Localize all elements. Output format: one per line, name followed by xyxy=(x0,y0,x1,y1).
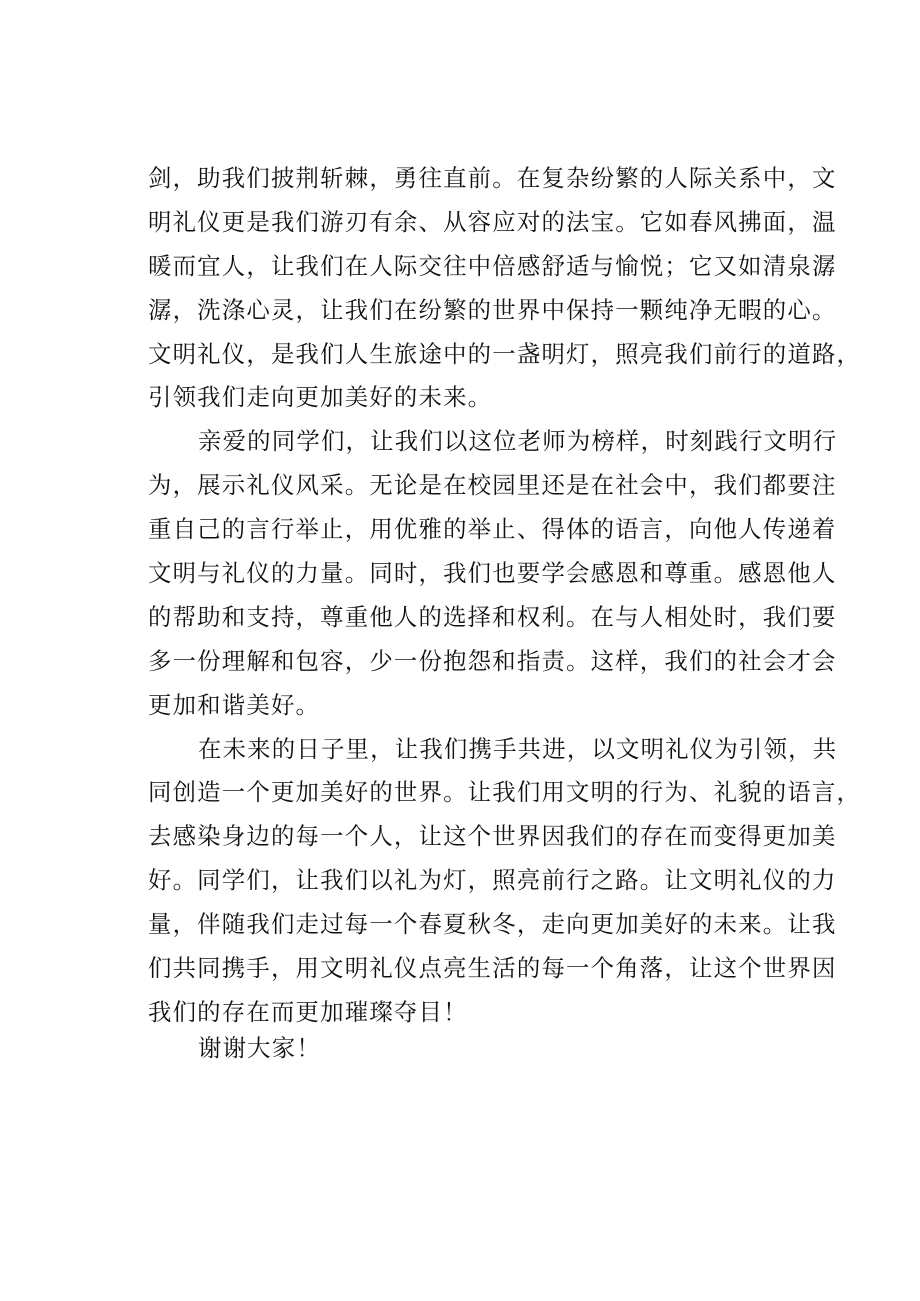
paragraph-3 xyxy=(148,728,862,1035)
text-line: 暖而宜人，让我们在人际交往中倍感舒适与愉悦；它又如清泉潺 xyxy=(148,251,837,280)
text-line: 引领我们走向更加美好的未来。 xyxy=(148,383,493,412)
text-line: 同创造一个更加美好的世界。让我们用文明的行为、礼貌的语言， xyxy=(148,778,862,807)
text-line: 我们的存在而更加璀璨夺目！ xyxy=(148,997,468,1026)
text-line: 的帮助和支持，尊重他人的选择和权利。在与人相处时，我们要 xyxy=(148,602,837,631)
text-line: 文明与礼仪的力量。同时，我们也要学会感恩和尊重。感恩他人 xyxy=(148,559,837,588)
text-line: 剑，助我们披荆斩棘，勇往直前。在复杂纷繁的人际关系中，文 xyxy=(148,164,837,192)
text-line: 多一份理解和包容，少一份抱怨和指责。这样，我们的社会才会 xyxy=(148,646,837,675)
closing-remark: 谢谢大家！ xyxy=(198,1033,321,1062)
text-line: 重自己的言行举止，用优雅的举止、得体的语言，向他人传递着 xyxy=(148,515,837,544)
text-line: 更加和谐美好。 xyxy=(148,690,321,719)
paragraph-2 xyxy=(148,420,838,727)
text-line: 为，展示礼仪风采。无论是在校园里还是在社会中，我们都要注 xyxy=(148,471,837,500)
text-line: 去感染身边的每一个人，让这个世界因我们的存在而变得更加美 xyxy=(148,822,837,851)
document-body xyxy=(148,157,862,1071)
text-line: 好。同学们，让我们以礼为灯，照亮前行之路。让文明礼仪的力 xyxy=(148,866,837,895)
text-line: 量，伴随我们走过每一个春夏秋冬，走向更加美好的未来。让我 xyxy=(148,910,837,939)
text-line: 亲爱的同学们，让我们以这位老师为榜样，时刻践行文明行 xyxy=(198,427,838,456)
paragraph-1 xyxy=(148,157,862,420)
text-line: 们共同携手，用文明礼仪点亮生活的每一个角落，让这个世界因 xyxy=(148,954,837,983)
text-line: 文明礼仪，是我们人生旅途中的一盏明灯，照亮我们前行的道路， xyxy=(148,339,862,368)
text-line: 明礼仪更是我们游刃有余、从容应对的法宝。它如春风拂面，温 xyxy=(148,207,837,236)
text-line: 潺，洗涤心灵，让我们在纷繁的世界中保持一颗纯净无暇的心。 xyxy=(148,295,837,324)
text-line: 在未来的日子里，让我们携手共进，以文明礼仪为引领，共 xyxy=(198,734,838,763)
